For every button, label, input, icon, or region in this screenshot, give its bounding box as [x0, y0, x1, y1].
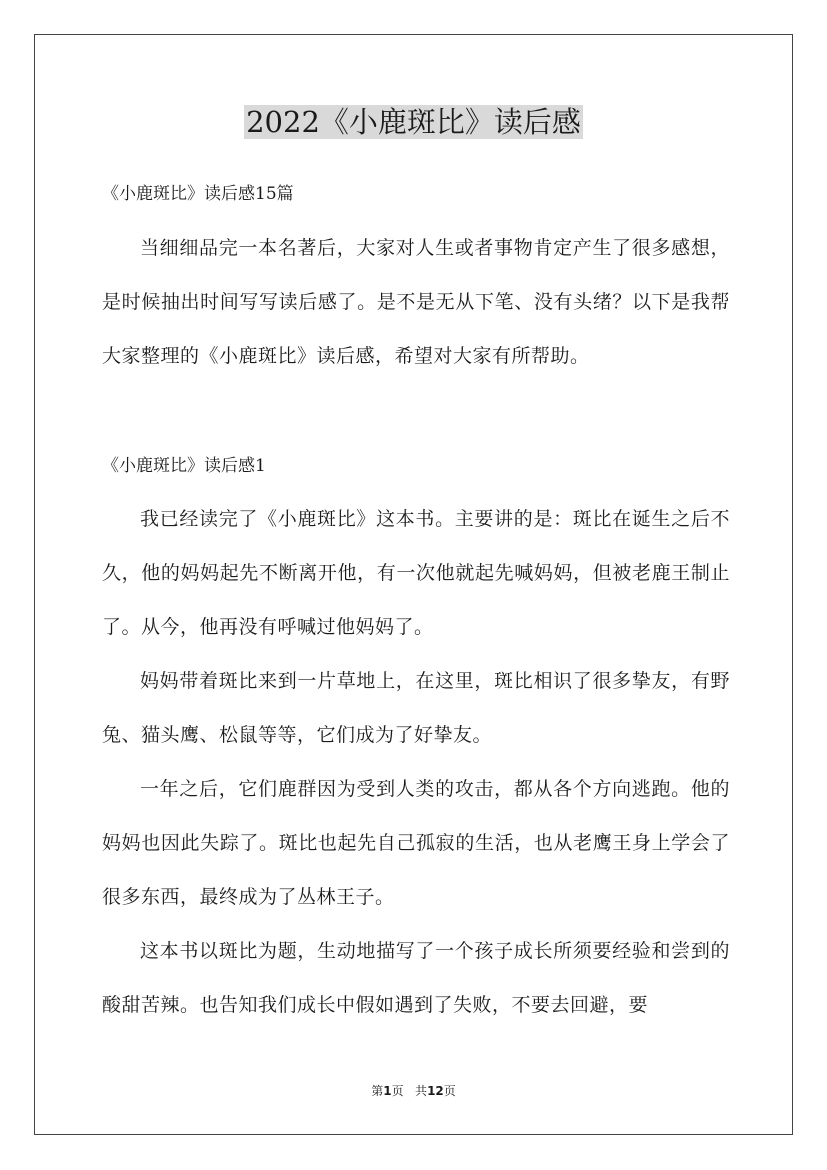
total-prefix: 共	[415, 1084, 428, 1098]
total-suffix: 页	[443, 1084, 456, 1098]
document-title	[0, 100, 827, 144]
intro-paragraph: 当细细品完一本名著后，大家对人生或者事物肯定产生了很多感想，是时候抽出时间写写读后感了。是不是无从下笔、没有头绪？以下是我帮大家整理的《小鹿斑比》读后感，希望对大家有所帮助。	[102, 237, 730, 367]
subtitle: 《小鹿斑比》读后感15篇	[102, 184, 294, 204]
body-paragraph-4: 这本书以斑比为题，生动地描写了一个孩子成长所须要经验和尝到的酸甜苦辣。也告知我们成长中假如遇到了失败，不要去回避，要	[102, 940, 730, 1016]
body-paragraph-3: 一年之后，它们鹿群因为受到人类的攻击，都从各个方向逃跑。他的妈妈也因此失踪了。斑比也起先自己孤寂的生活，也从老鹰王身上学会了很多东西，最终成为了丛林王子。	[102, 778, 730, 908]
page-number: 1	[383, 1084, 392, 1098]
page-footer	[0, 1082, 827, 1100]
page-label-prefix: 第	[371, 1084, 384, 1098]
section-heading: 《小鹿斑比》读后感1	[102, 456, 266, 476]
body-paragraph-1: 我已经读完了《小鹿斑比》这本书。主要讲的是：斑比在诞生之后不久，他的妈妈起先不断离开他，有一次他就起先喊妈妈，但被老鹿王制止了。从今，他再没有呼喊过他妈妈了。	[102, 508, 730, 638]
body-paragraph-2: 妈妈带着斑比来到一片草地上，在这里，斑比相识了很多挚友，有野兔、猫头鹰、松鼠等等，它们成为了好挚友。	[102, 670, 730, 746]
page-label-suffix: 页	[391, 1084, 404, 1098]
total-pages: 12	[427, 1084, 444, 1098]
title-highlight: 2022《小鹿斑比》读后感	[246, 105, 581, 139]
